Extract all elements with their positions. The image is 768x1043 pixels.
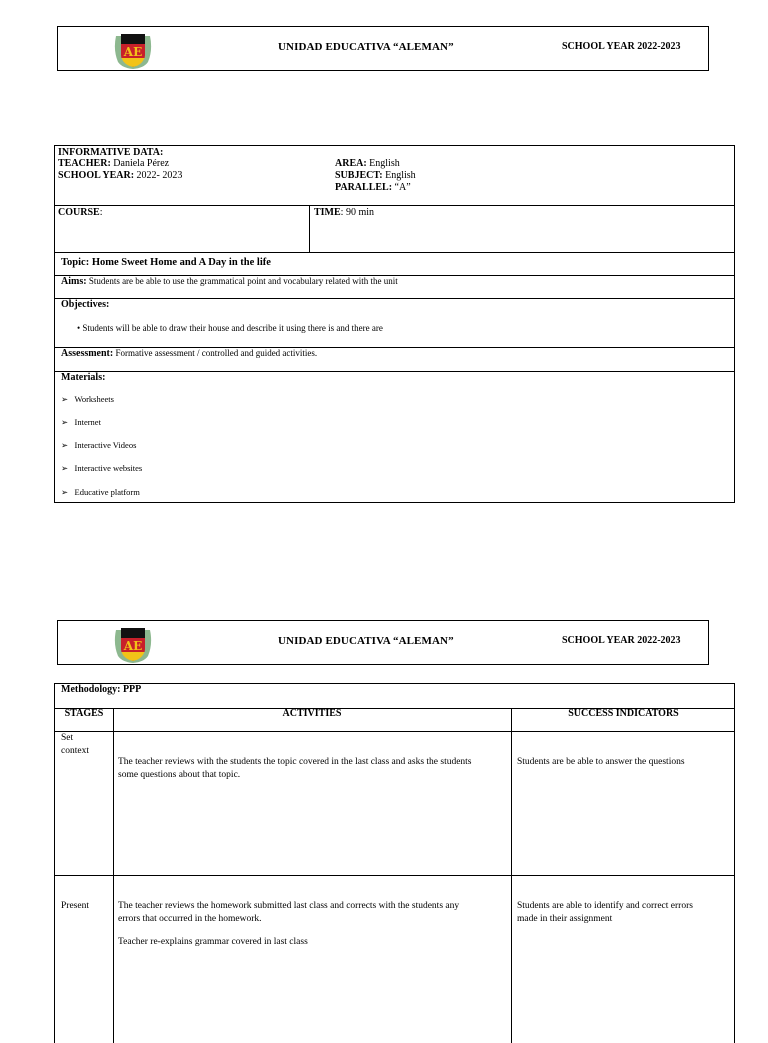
success-cell: Students are able to identify and correct errors made in their assignment bbox=[517, 901, 693, 924]
col-header-activities: ACTIVITIES bbox=[282, 708, 342, 719]
stage-cell: Present bbox=[61, 901, 89, 911]
school-crest-logo bbox=[108, 624, 158, 664]
teacher-label: TEACHER: bbox=[58, 158, 111, 169]
materials-label: Materials: bbox=[61, 372, 106, 383]
subject-label: SUBJECT: bbox=[335, 170, 383, 181]
svg-text:AE: AE bbox=[123, 639, 143, 653]
aims-label: Aims: bbox=[61, 276, 87, 287]
time-cell bbox=[314, 207, 374, 218]
school-year-value: 2022- 2023 bbox=[134, 170, 183, 181]
school-name: UNIDAD EDUCATIVA “ALEMAN” bbox=[278, 41, 454, 53]
time-label: TIME bbox=[314, 207, 341, 218]
area-value: English bbox=[366, 158, 400, 169]
methodology-line bbox=[61, 684, 141, 695]
school-year-label: SCHOOL YEAR: bbox=[58, 170, 135, 181]
school-year-heading: SCHOOL YEAR 2022-2023 bbox=[562, 41, 681, 52]
teacher-line bbox=[58, 158, 169, 169]
materials-list-item: ➢ Interactive websites bbox=[61, 463, 143, 473]
methodology-value: PPP bbox=[120, 684, 142, 695]
activity-cell: The teacher reviews with the students the topic covered in the last class and asks the students some questions about that topic. bbox=[118, 757, 472, 780]
stage-cell: Set context bbox=[61, 733, 89, 756]
course-cell: COURSE: bbox=[58, 207, 103, 218]
school-name: UNIDAD EDUCATIVA “ALEMAN” bbox=[278, 635, 454, 647]
course-label: COURSE bbox=[58, 207, 100, 218]
topic-line bbox=[61, 257, 271, 268]
school-year-heading: SCHOOL YEAR 2022-2023 bbox=[562, 635, 681, 646]
topic-value: Home Sweet Home and A Day in the life bbox=[89, 257, 271, 268]
methodology-table bbox=[54, 683, 735, 1043]
assessment-value: Formative assessment / controlled and guided activities. bbox=[113, 348, 318, 358]
parallel-label: PARALLEL: bbox=[335, 182, 393, 193]
aims-value: Students are be able to use the grammatical point and vocabulary related with the unit bbox=[86, 276, 398, 286]
materials-list-item: ➢ Educative platform bbox=[61, 487, 140, 497]
topic-label: Topic: bbox=[61, 257, 90, 268]
arrow-bullet-icon: ➢ bbox=[61, 440, 75, 450]
col-header-success: SUCCESS INDICATORS bbox=[568, 708, 679, 719]
area-label: AREA: bbox=[335, 158, 367, 169]
page-header-2 bbox=[57, 620, 709, 665]
parallel-value: “A” bbox=[392, 182, 411, 193]
materials-list-item: ➢ Worksheets bbox=[61, 394, 114, 404]
teacher-value: Daniela Pérez bbox=[110, 158, 170, 169]
parallel-line bbox=[335, 182, 411, 193]
arrow-bullet-icon: ➢ bbox=[61, 417, 75, 427]
col-header-stages: STAGES bbox=[64, 708, 104, 719]
svg-text:AE: AE bbox=[123, 45, 143, 59]
objectives-item: • Students will be able to draw their house and describe it using there is and there are bbox=[77, 323, 383, 333]
school-year-line bbox=[58, 170, 182, 181]
area-line bbox=[335, 158, 400, 169]
arrow-bullet-icon: ➢ bbox=[61, 394, 75, 404]
school-crest-logo bbox=[108, 30, 158, 70]
informative-data-table bbox=[54, 145, 735, 503]
bullet-icon: • bbox=[77, 323, 83, 333]
assessment-line bbox=[61, 348, 317, 359]
time-value: : 90 min bbox=[340, 207, 375, 218]
success-cell: Students are be able to answer the questions bbox=[517, 757, 685, 767]
materials-list-item: ➢ Interactive Videos bbox=[61, 440, 137, 450]
informative-data-title: INFORMATIVE DATA: bbox=[58, 147, 164, 158]
methodology-label: Methodology: bbox=[61, 684, 121, 695]
page-header bbox=[57, 26, 709, 71]
assessment-label: Assessment: bbox=[61, 348, 114, 359]
objectives-label: Objectives: bbox=[61, 299, 110, 310]
materials-list-item: ➢ Internet bbox=[61, 417, 101, 427]
subject-value: English bbox=[382, 170, 416, 181]
arrow-bullet-icon: ➢ bbox=[61, 463, 75, 473]
arrow-bullet-icon: ➢ bbox=[61, 487, 75, 497]
aims-line bbox=[61, 276, 398, 287]
subject-line bbox=[335, 170, 416, 181]
activity-cell: The teacher reviews the homework submitted last class and corrects with the students any errors that occurred in the homework. Teacher re-explains grammar covered in last class bbox=[118, 901, 460, 947]
